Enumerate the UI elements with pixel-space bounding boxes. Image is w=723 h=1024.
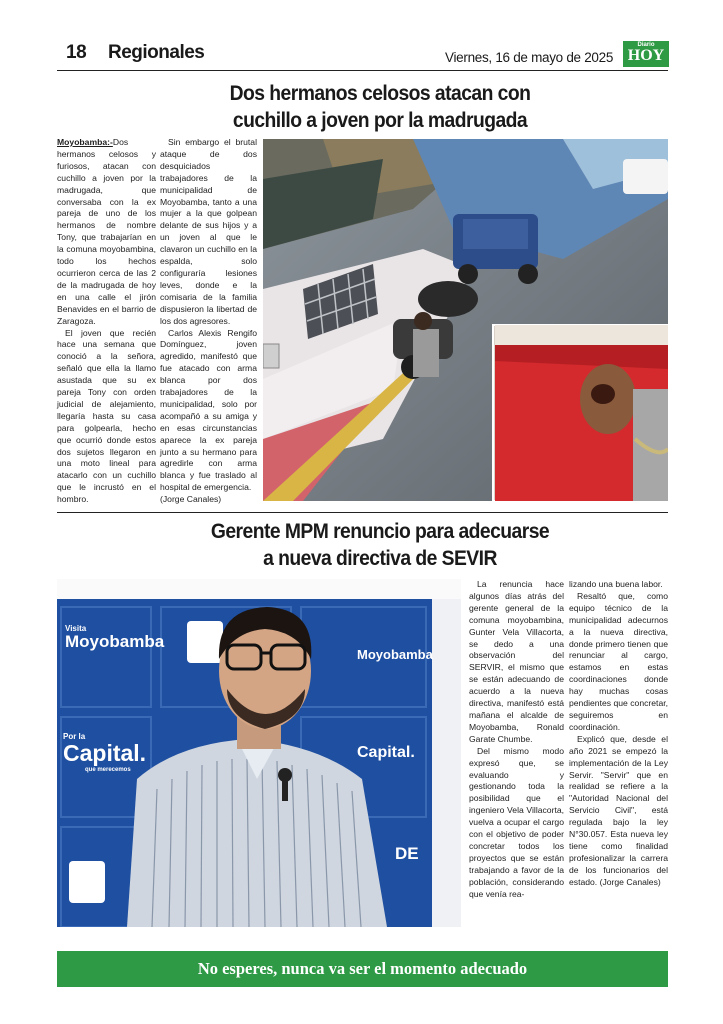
backdrop-text-por-la: Por la <box>63 732 86 741</box>
section-title: Regionales <box>108 42 205 63</box>
article2-headline-line2: a nueva directiva de SEVIR <box>263 547 497 570</box>
article2-text: Explicó que, desde el año 2021 se empezó la implementación de la Ley Servir. "Servir" que en realidad se refiere a la "Autoridad Nacional del Servicio Civil", está regulada bajo la ley N°30.057. Esta nueva ley tiene como finalidad profesionalizar la carrera de los funcionarios del estado. <box>569 733 668 887</box>
page-number: 18 <box>66 42 87 63</box>
street-scene-illustration <box>263 139 668 501</box>
article1-paragraph: Carlos Alexis Rengifo Domínguez, joven agredido, manifestó que fue atacado con arma blanca por dos trabajadores de la municipalidad, solo por acompañó a su amiga y en esas circunstancias aparece la ex pareja junto a su hermano para agredirle con arma blanca y fue traslado al hospital de emergencia. <box>160 327 257 493</box>
article1-paragraph <box>57 137 156 328</box>
article2-author: (Jorge Canales) <box>599 876 661 887</box>
backdrop-text-capital-2: Capital. <box>357 744 415 761</box>
article2-column2 <box>569 579 668 889</box>
article1-column1 <box>57 137 156 506</box>
logo-name: HOY <box>627 47 665 64</box>
backdrop-text-capital: Capital. <box>63 740 147 766</box>
article1-headline-line1: Dos hermanos celosos atacan con <box>229 82 531 105</box>
press-backdrop-illustration <box>57 579 461 927</box>
article2-paragraph: La renuncia hace algunos días atrás del gerente general de la comuna moyobambina, Gunter Vela Villacorta, se dedo a una observación del SERVIR, el mismo que se están adecuando de acuerdo a la nueva directiva, manifestó está mañana el alcalde de Moyobamba, Ronald Garate Chumbe. <box>469 579 564 744</box>
bottom-banner: No esperes, nunca va ser el momento adecuado <box>57 951 668 987</box>
article-divider <box>57 512 668 513</box>
article2-paragraph: Del mismo modo expresó que, se evaluando y gestionando toda la posibilidad que el ingeniero Vela Villacorta, vuelva a ocupar el cargo con el objetivo de poder concretar todos los proyectos que se están trabajando a favor de la población, considerando que venía rea- <box>469 745 564 899</box>
article2-headline <box>141 518 619 572</box>
article1-photo <box>263 139 668 501</box>
backdrop-text-city: Moyobamba <box>65 632 165 651</box>
article2-column1 <box>469 579 564 900</box>
article2-paragraph: Resaltó que, como equipo técnico de la municipalidad adecurnos a la nueva directiva, donde primero tienen que renunciar al cargo, estamos en estas coordinaciones donde hay muchas cosas pendientes que concretar, seguiremos en coordinación. <box>569 590 668 732</box>
backdrop-text-de: DE <box>395 844 419 863</box>
article1-text: Dos hermanos celosos y furiosos, atacan con cuchillo a joven por la madrugada, que conversaba con la ex pareja de uno de los hermanos de nombre Tony, que trabajarían en la comuna moyobambina, todo los hechos ocurrieron cerca de las 2 de la madrugada de hoy en una calle el jirón Benavides en el barrio de Zaragoza. <box>57 137 156 326</box>
backdrop-text-visita: Visita <box>65 624 87 633</box>
article2-paragraph <box>569 734 668 889</box>
issue-date: Viernes, 16 de mayo de 2025 <box>445 50 614 65</box>
article1-author: (Jorge Canales) <box>160 494 222 505</box>
article1-dateline: Moyobamba:- <box>57 137 113 147</box>
article1-headline-line2: cuchillo a joven por la madrugada <box>232 109 528 132</box>
article1-paragraph: El joven que recién hace una semana que conoció a la señora, señaló que ella la llamo asustada que su ex pareja Tony con orden judicial de alejamiento, llegaría hasta su casa para golpearla, hecho que ocurrió donde estos dos sujetos llegaron en una moto lineal para atacarlo con un cuchillo que le incrustó en el hombro. <box>57 327 156 505</box>
article1-headline <box>141 80 619 134</box>
article2-paragraph: lizando una buena labor. <box>569 579 663 589</box>
newspaper-logo <box>623 41 669 67</box>
inset-injury-photo <box>493 325 668 501</box>
article2-headline-line1: Gerente MPM renuncio para adecuarse <box>210 520 550 543</box>
article2-photo <box>57 579 461 927</box>
article1-paragraph: Sin embargo el brutal ataque de dos desquiciados trabajadores de la municipalidad de Moyobamba, tanto a una mujer a la que golpean delante de sus hijos y a un joven al que le clavaron un cuchillo en la espalda, solo configuraría lesiones leves, donde e la comisaria de la familia dispusieron la libertad de los dos agresores. <box>160 137 257 326</box>
backdrop-text-city-2: Moyobamba <box>357 647 433 662</box>
backdrop-text-que-merecemos: que merecemos <box>85 767 131 773</box>
header-divider <box>57 70 668 71</box>
logo-small-text: Diario <box>637 42 655 48</box>
article1-column2 <box>160 137 257 506</box>
